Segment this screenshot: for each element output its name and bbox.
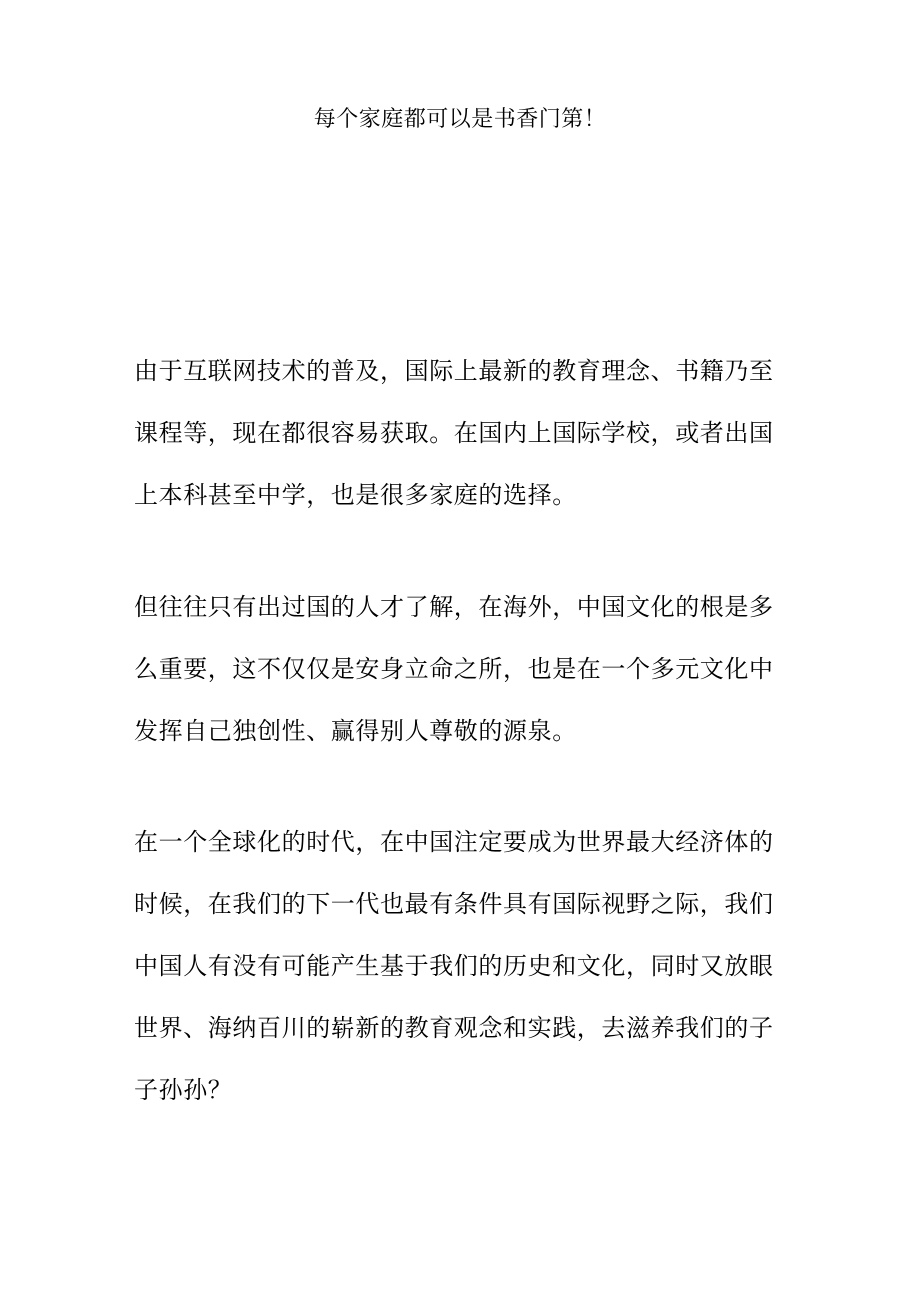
paragraph-line: 但往往只有出过国的人才了解，在海外，中国文化的根是多 — [134, 593, 774, 621]
paragraph-line: 世界、海纳百川的崭新的教育观念和实践，去滋养我们的子 — [134, 1014, 774, 1042]
paragraph-line: 由于互联网技术的普及，国际上最新的教育理念、书籍乃至 — [134, 357, 774, 385]
paragraph-line: 子孙孙？ — [134, 1076, 233, 1104]
paragraph-line: 中国人有没有可能产生基于我们的历史和文化，同时又放眼 — [134, 952, 774, 980]
paragraph-line: 发挥自己独创性、赢得别人尊敬的源泉。 — [134, 717, 577, 745]
paragraph-2 — [134, 576, 784, 762]
paragraph-line: 在一个全球化的时代，在中国注定要成为世界最大经济体的 — [134, 828, 774, 856]
paragraph-line: 时候，在我们的下一代也最有条件具有国际视野之际，我们 — [134, 890, 774, 918]
document-title: 每个家庭都可以是书香门第！ — [313, 107, 607, 132]
paragraph-line: 么重要，这不仅仅是安身立命之所，也是在一个多元文化中 — [134, 655, 774, 683]
paragraph-1 — [134, 340, 784, 526]
paragraph-line: 上本科甚至中学，也是很多家庭的选择。 — [134, 481, 577, 509]
paragraph-line: 课程等，现在都很容易获取。在国内上国际学校，或者出国 — [134, 419, 774, 447]
paragraph-3 — [134, 811, 784, 1121]
